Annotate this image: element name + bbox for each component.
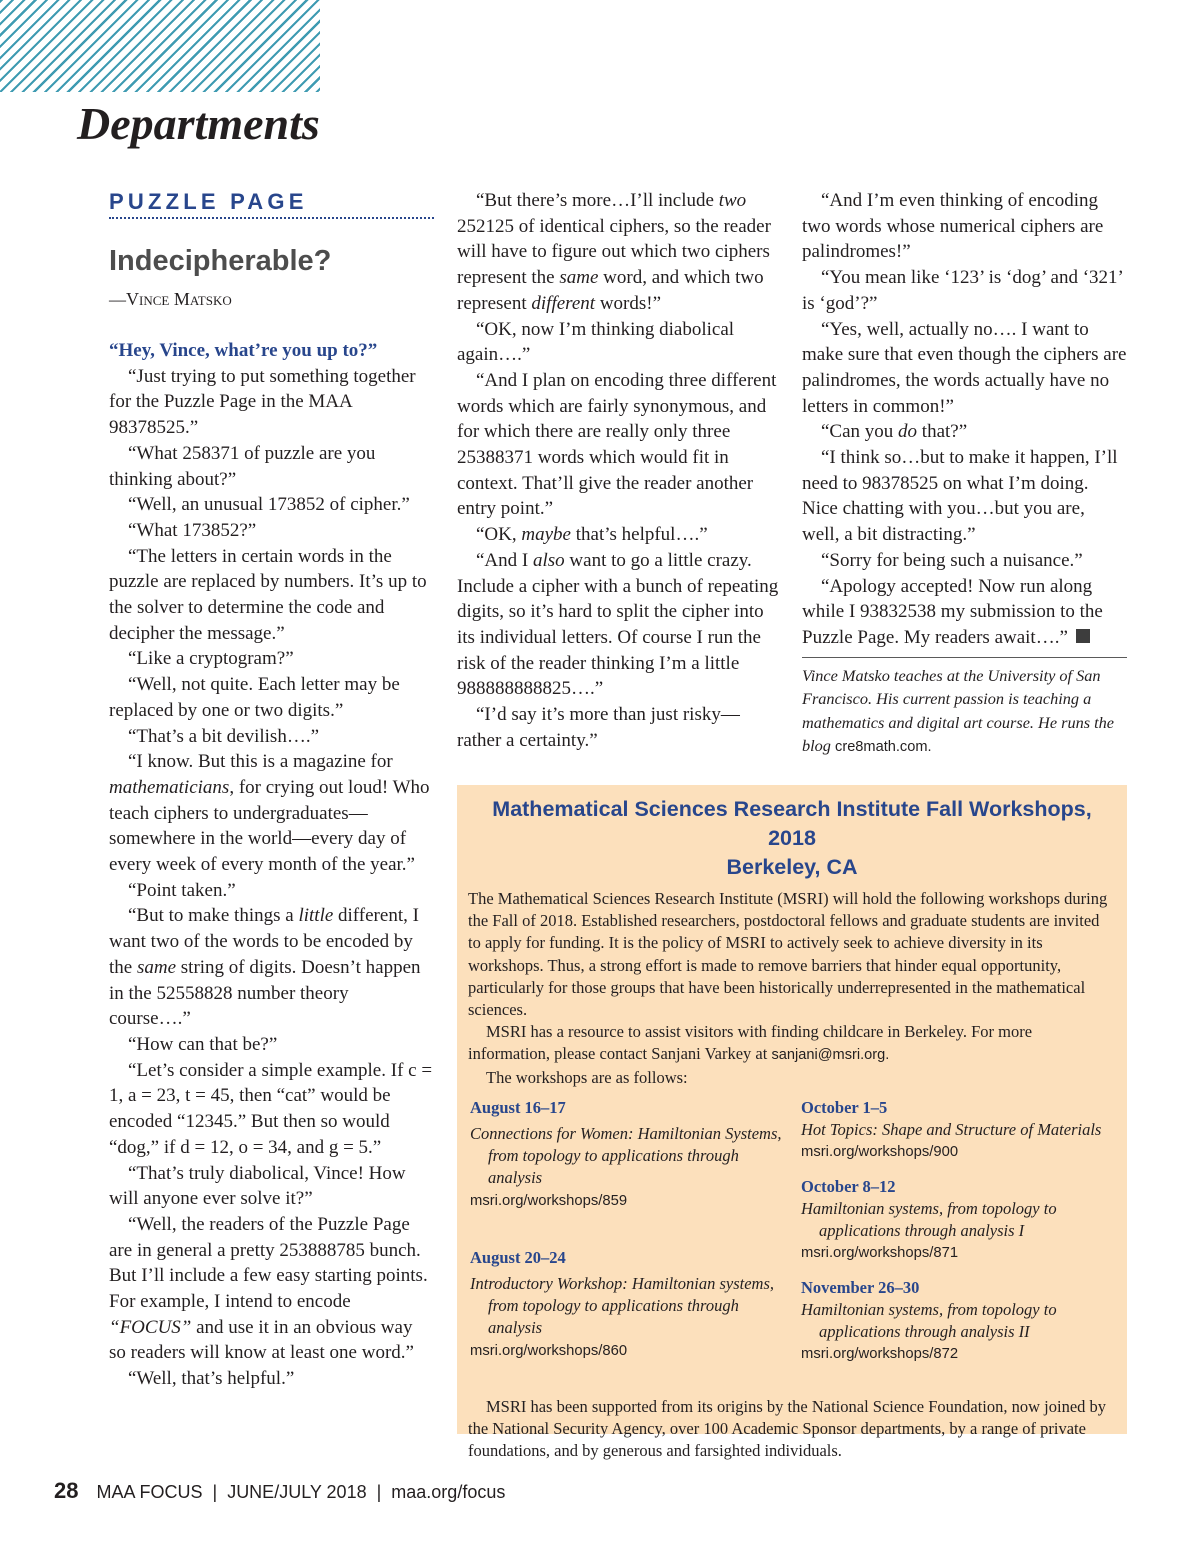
paragraph: “What 258371 of puzzle are you thinking about?”: [109, 442, 376, 490]
paragraph: [109, 749, 434, 878]
workshop-date: October 1–5: [801, 1097, 888, 1117]
section-label: PUZZLE PAGE: [109, 188, 434, 219]
paragraph: “OK, now I’m thinking diabolical again….”: [457, 318, 735, 366]
paragraph: [457, 548, 782, 702]
paragraph: “Like a cryptogram?”: [128, 648, 294, 670]
publication-name: MAA FOCUS: [96, 1482, 203, 1502]
workshop-item: [801, 1097, 1121, 1163]
paragraph: “I’d say it’s more than just risky—rather a certainty.”: [457, 704, 740, 751]
text-run: “Apology accepted! Now run along while I 93832538 my submission to the Puzzle Page. My readers await….”: [802, 575, 1103, 648]
workshop-item: [801, 1176, 1121, 1265]
workshop-title: Hot Topics: Shape and Structure of Materials: [801, 1120, 1102, 1140]
page-footer: [54, 1476, 505, 1507]
paragraph: “Well, that’s helpful.”: [128, 1368, 295, 1390]
paragraph: “That’s a bit devilish….”: [128, 725, 320, 747]
emphasis: different: [531, 292, 596, 314]
workshop-date: October 8–12: [801, 1176, 896, 1196]
department-title: Departments: [77, 98, 320, 149]
paragraph: “That’s truly diabolical, Vince! How will anyone ever solve it?”: [109, 1162, 406, 1210]
workshop-link[interactable]: msri.org/workshops/859: [470, 1192, 628, 1209]
emphasis: same: [136, 956, 177, 978]
paragraph: “Sorry for being such a nuisance.”: [821, 549, 1083, 571]
paragraph: “Let’s consider a simple example. If c = 1, a = 23, t = 45, then “cat” would be encoded “12345.” But then so would “dog,” if d = 12, o = 34, and g = 5.”: [109, 1059, 433, 1158]
workshops-intro: The workshops are as follows:: [486, 1067, 688, 1087]
paragraph: “And I plan on encoding three different words which are fairly synonymous, and for which there are really only three 25388371 words which would fit in context. That’ll give the reader another entry point.”: [457, 369, 777, 520]
footer-separator: |: [376, 1482, 382, 1502]
opening-question: “Hey, Vince, what’re you up to?”: [109, 340, 378, 361]
workshop-link[interactable]: msri.org/workshops/872: [801, 1346, 959, 1363]
workshop-title: Hamiltonian systems, from topology to applications through analysis II: [801, 1300, 1057, 1342]
paragraph: [802, 574, 1127, 651]
workshop-title: Connections for Women: Hamiltonian Systems, from topology to applications through analysis: [470, 1124, 782, 1188]
emphasis: do: [898, 421, 918, 443]
paragraph: “What 173852?”: [128, 519, 257, 541]
paragraph: [109, 903, 434, 1032]
text-run: “OK,: [476, 524, 522, 546]
footer-url[interactable]: maa.org/focus: [391, 1482, 506, 1502]
emphasis: same: [559, 267, 599, 289]
workshop-link[interactable]: msri.org/workshops/871: [801, 1245, 959, 1262]
paragraph: [802, 419, 1127, 445]
article-column-3: [802, 188, 1127, 760]
text-run: “I know. But this is a magazine for: [128, 751, 393, 773]
text-run: word, and which two represent: [457, 267, 764, 314]
workshop-list: [468, 1097, 1116, 1382]
blog-link[interactable]: cre8math.com.: [835, 739, 932, 756]
text-run: and use it in an obvious way so readers will know at least one word.”: [109, 1316, 414, 1364]
paragraph: “You mean like ‘123’ is ‘dog’ and ‘321’ is ‘god’?”: [802, 267, 1123, 314]
workshop-link[interactable]: msri.org/workshops/900: [801, 1144, 959, 1161]
paragraph: [109, 1212, 434, 1366]
support-paragraph: MSRI has been supported from its origins by the National Science Foundation, now joined by the National Security Agency, over 100 Academic Sponsor departments, by a range of private foundations, and by generous and farsighted individuals.: [468, 1396, 1107, 1461]
decorative-hatch-pattern: [0, 0, 320, 92]
paragraph: [457, 522, 782, 548]
workshop-date: August 20–24: [470, 1247, 566, 1267]
workshop-item: [470, 1247, 790, 1362]
article-column-1: [109, 188, 434, 1392]
article-column-2: [457, 188, 782, 753]
text-run: “Can you: [821, 421, 899, 443]
box-subtitle: Berkeley, CA: [726, 855, 858, 879]
workshop-date: August 16–17: [470, 1097, 566, 1117]
emphasis: also: [532, 549, 565, 571]
article-title: Indecipherable?: [109, 245, 332, 277]
workshop-title: Introductory Workshop: Hamiltonian systems, from topology to applications through analysis: [470, 1274, 775, 1338]
paragraph: “Point taken.”: [128, 879, 236, 901]
childcare-email-link[interactable]: sanjani@msri.org.: [771, 1047, 890, 1064]
text-run: “But to make things a: [128, 905, 299, 927]
emphasis: maybe: [521, 524, 571, 546]
footer-separator: |: [212, 1482, 218, 1502]
end-mark-icon: [1076, 629, 1090, 643]
childcare-paragraph: [468, 1021, 1116, 1066]
issue-date: JUNE/JULY 2018: [227, 1482, 367, 1502]
paragraph: “And I’m even thinking of encoding two words whose numerical ciphers are palindromes!”: [802, 190, 1104, 263]
byline-dash: —: [109, 290, 126, 309]
text-run: string of digits. Doesn’t happen in the 52558828 number theory course….”: [109, 956, 421, 1030]
byline-author: Vince Matsko: [126, 289, 232, 309]
emphasis: little: [298, 905, 334, 927]
text-run: that?”: [917, 421, 968, 443]
paragraph: [457, 188, 782, 317]
paragraph: “Just trying to put something together for the Puzzle Page in the MAA 98378525.”: [109, 365, 416, 439]
emphasis: “FOCUS”: [109, 1316, 192, 1338]
msri-workshops-box: [457, 785, 1127, 1461]
paragraph: “Well, not quite. Each letter may be replaced by one or two digits.”: [109, 674, 400, 721]
emphasis: mathematicians: [109, 776, 230, 798]
box-body: [468, 888, 1116, 1089]
workshop-item: [470, 1097, 790, 1212]
text-run: that’s helpful….”: [570, 524, 708, 546]
workshop-link[interactable]: msri.org/workshops/860: [470, 1342, 628, 1359]
text-run: different, I want two of the words to be encoded by the: [109, 905, 419, 978]
paragraph: “The letters in certain words in the puzzle are replaced by numbers. It’s up to the solver to determine the code and decipher the message.”: [109, 545, 427, 644]
emphasis: two: [718, 190, 747, 211]
page-number: 28: [54, 1478, 79, 1503]
byline: [109, 287, 434, 312]
text-run: “And I: [476, 549, 533, 571]
text-run: “Well, the readers of the Puzzle Page are in general a pretty 253888785 bunch. But I’ll include a few easy starting points. For example, I intend to encode: [109, 1213, 428, 1313]
workshop-title: Hamiltonian systems, from topology to applications through analysis I: [801, 1199, 1057, 1241]
bio-text: Vince Matsko teaches at the University of San Francisco. His current passion is teaching a mathematics and digital art course. He runs the blog: [802, 665, 1115, 756]
paragraph: “I think so…but to make it happen, I’ll need to 98378525 on what I’m doing. Nice chatting with you…but you are, well, a bit distracting.”: [802, 447, 1118, 546]
text-run: “But there’s more…I’ll include: [476, 190, 719, 211]
paragraph: “Well, an unusual 173852 of cipher.”: [128, 494, 410, 516]
paragraph: “How can that be?”: [128, 1033, 278, 1055]
text-run: , for crying out loud! Who teach ciphers to undergraduates—somewhere in the world—every day of every week of every month of the year.”: [109, 776, 430, 876]
text-run: 252125 of identical ciphers, so the reader will have to figure out which two ciphers represent the: [457, 215, 771, 289]
workshop-item: [801, 1277, 1121, 1366]
paragraph: “Yes, well, actually no…. I want to make sure that even though the ciphers are palindromes, the words actually have no letters in common!”: [802, 318, 1127, 417]
workshop-date: November 26–30: [801, 1277, 920, 1297]
text-run: MSRI has a resource to assist visitors with finding childcare in Berkeley. For more information, please contact Sanjani Varkey at: [468, 1022, 1033, 1064]
box-title: Mathematical Sciences Research Institute Fall Workshops, 2018: [492, 797, 1092, 850]
box-intro: The Mathematical Sciences Research Institute (MSRI) will hold the following workshops during the Fall of 2018. Established researchers, postdoctoral fellows and graduate students are invited to apply for funding. It is the policy of MSRI to actively seek to achieve diversity in its workshops. Thus, a strong effort is made to remove barriers that hinder equal opportunity, particularly for those groups that have been historically underrepresented in the mathematical sciences.: [468, 889, 1108, 1020]
text-run: words!”: [595, 292, 662, 314]
text-run: want to go a little crazy. Include a cipher with a bunch of repeating digits, so it’s hard to split the cipher into its individual letters. Of course I run the risk of the reader thinking I’m a little 988888888825….”: [457, 549, 779, 700]
author-bio: [802, 657, 1127, 760]
